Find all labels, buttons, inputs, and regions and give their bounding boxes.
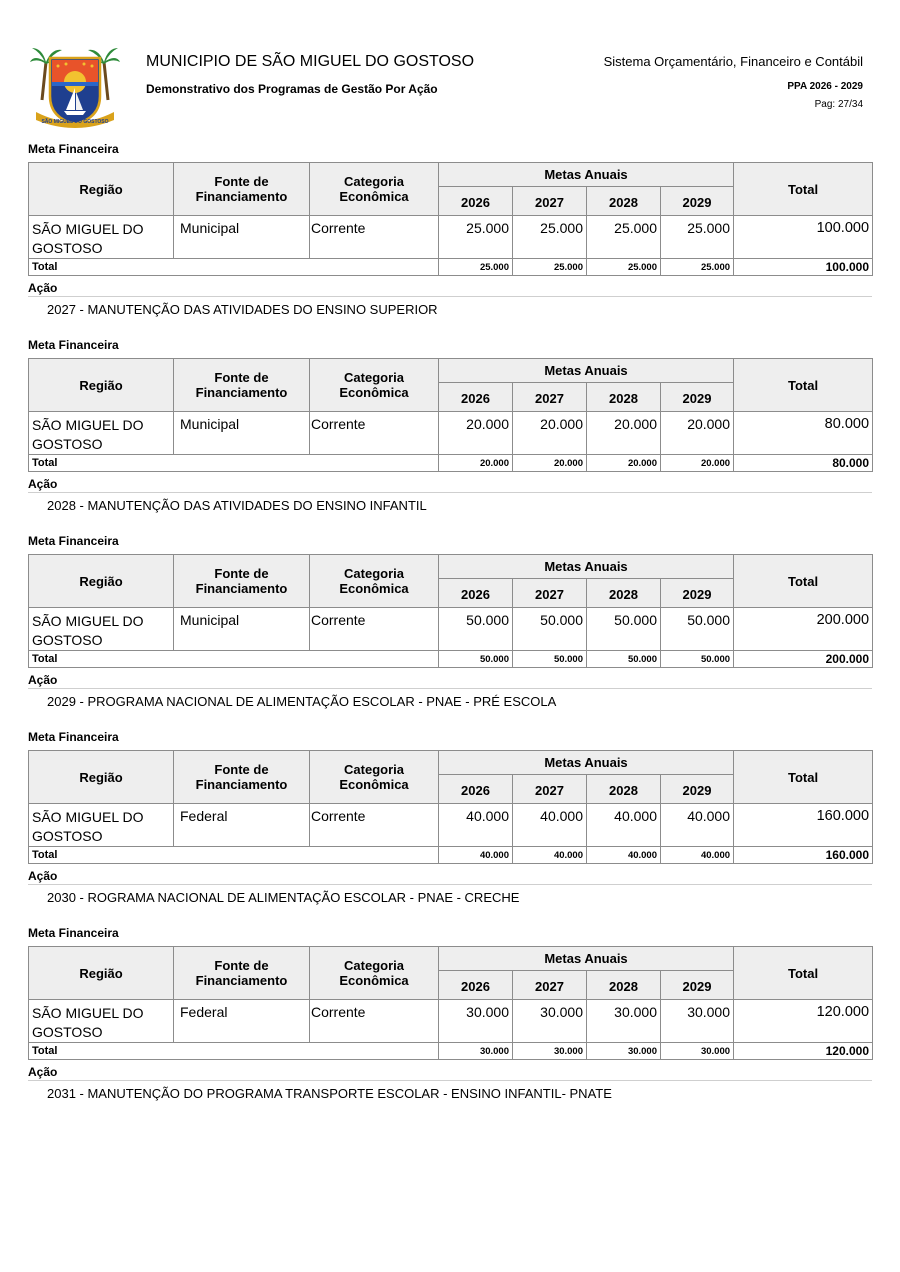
total-2026: 50.000: [439, 651, 513, 668]
cell-meta-2028: 20.000: [587, 412, 661, 455]
col-header-total: Total: [734, 751, 873, 804]
cell-meta-2028: 40.000: [587, 804, 661, 847]
cell-regiao-line2: GOSTOSO: [32, 436, 103, 452]
col-header-year: 2028: [587, 187, 661, 216]
total-2028: 50.000: [587, 651, 661, 668]
municipality-name: MUNICIPIO DE SÃO MIGUEL DO GOSTOSO: [146, 53, 475, 70]
report-header: [0, 0, 900, 140]
col-header-categoria-line2: Econômica: [339, 581, 409, 596]
grand-total: 200.000: [734, 651, 873, 668]
total-row: [29, 651, 873, 668]
total-row-label: Total: [29, 1043, 439, 1060]
col-header-total: Total: [734, 163, 873, 216]
total-2026: 25.000: [439, 259, 513, 276]
acao-label: Ação: [28, 672, 872, 689]
table-row: [29, 1000, 873, 1043]
meta-section: [28, 926, 872, 1122]
meta-section: [28, 142, 872, 338]
col-header-categoria: [310, 947, 439, 1000]
col-header-regiao: Região: [29, 555, 174, 608]
table-row: [29, 608, 873, 651]
meta-financeira-title: Meta Financeira: [28, 534, 119, 548]
total-2028: 25.000: [587, 259, 661, 276]
col-header-year: 2026: [439, 579, 513, 608]
col-header-fonte: [174, 163, 310, 216]
total-row-label: Total: [29, 455, 439, 472]
col-header-fonte-line1: Fonte de: [214, 370, 269, 385]
table-row: [29, 804, 873, 847]
total-2026: 30.000: [439, 1043, 513, 1060]
meta-section: [28, 338, 872, 534]
col-header-metas-anuais: Metas Anuais: [439, 555, 734, 579]
col-header-fonte: [174, 555, 310, 608]
meta-financeira-title: Meta Financeira: [28, 926, 119, 940]
cell-regiao: [29, 412, 174, 455]
col-header-total: Total: [734, 947, 873, 1000]
total-2029: 50.000: [661, 651, 734, 668]
col-header-categoria-line1: Categoria: [344, 370, 404, 385]
cell-categoria: Corrente: [310, 804, 439, 847]
col-header-metas-anuais: Metas Anuais: [439, 359, 734, 383]
cell-regiao-line1: SÃO MIGUEL DO: [32, 809, 144, 825]
grand-total: 80.000: [734, 455, 873, 472]
cell-row-total: 120.000: [734, 1000, 873, 1043]
col-header-year: 2026: [439, 187, 513, 216]
cell-meta-2029: 50.000: [661, 608, 734, 651]
total-row-label: Total: [29, 847, 439, 864]
col-header-fonte-line1: Fonte de: [214, 762, 269, 777]
col-header-total: Total: [734, 359, 873, 412]
cell-meta-2027: 30.000: [513, 1000, 587, 1043]
cell-meta-2028: 50.000: [587, 608, 661, 651]
col-header-categoria-line2: Econômica: [339, 777, 409, 792]
cell-regiao-line1: SÃO MIGUEL DO: [32, 1005, 144, 1021]
system-name: Sistema Orçamentário, Financeiro e Contábil: [603, 54, 863, 69]
meta-financeira-title: Meta Financeira: [28, 338, 119, 352]
total-2029: 40.000: [661, 847, 734, 864]
total-2027: 50.000: [513, 651, 587, 668]
col-header-year: 2027: [513, 775, 587, 804]
grand-total: 120.000: [734, 1043, 873, 1060]
cell-fonte: Federal: [174, 1000, 310, 1043]
col-header-fonte-line1: Fonte de: [214, 566, 269, 581]
total-row: [29, 847, 873, 864]
cell-regiao: [29, 804, 174, 847]
meta-financeira-title: Meta Financeira: [28, 142, 119, 156]
col-header-year: 2027: [513, 383, 587, 412]
cell-regiao-line2: GOSTOSO: [32, 828, 103, 844]
total-row: [29, 1043, 873, 1060]
col-header-categoria: [310, 751, 439, 804]
total-2027: 20.000: [513, 455, 587, 472]
col-header-metas-anuais: Metas Anuais: [439, 163, 734, 187]
cell-fonte: Federal: [174, 804, 310, 847]
meta-financeira-table: [28, 750, 873, 864]
cell-regiao-line1: SÃO MIGUEL DO: [32, 613, 144, 629]
cell-meta-2026: 50.000: [439, 608, 513, 651]
col-header-year: 2027: [513, 187, 587, 216]
col-header-regiao: Região: [29, 163, 174, 216]
cell-meta-2026: 30.000: [439, 1000, 513, 1043]
cell-row-total: 80.000: [734, 412, 873, 455]
meta-financeira-table: [28, 946, 873, 1060]
col-header-regiao: Região: [29, 947, 174, 1000]
col-header-categoria-line2: Econômica: [339, 973, 409, 988]
report-body: [28, 142, 872, 1122]
col-header-year: 2029: [661, 579, 734, 608]
table-row: [29, 216, 873, 259]
cell-meta-2028: 25.000: [587, 216, 661, 259]
cell-row-total: 160.000: [734, 804, 873, 847]
col-header-year: 2029: [661, 971, 734, 1000]
acao-label: Ação: [28, 476, 872, 493]
meta-section: [28, 730, 872, 926]
col-header-fonte-line2: Financiamento: [195, 189, 288, 204]
total-2027: 40.000: [513, 847, 587, 864]
meta-financeira-title: Meta Financeira: [28, 730, 119, 744]
col-header-fonte: [174, 359, 310, 412]
total-2026: 40.000: [439, 847, 513, 864]
acao-description: 2029 - PROGRAMA NACIONAL DE ALIMENTAÇÃO ESCOLAR - PNAE - PRÉ ESCOLA: [47, 694, 557, 709]
cell-meta-2027: 40.000: [513, 804, 587, 847]
logo-ribbon-text: SÃO MIGUEL DO GOSTOSO: [41, 119, 109, 125]
cell-regiao-line2: GOSTOSO: [32, 1024, 103, 1040]
table-row: [29, 412, 873, 455]
cell-meta-2029: 40.000: [661, 804, 734, 847]
municipal-coat-of-arms-logo: [28, 40, 122, 130]
meta-financeira-table: [28, 162, 873, 276]
report-title: Demonstrativo dos Programas de Gestão Por Ação: [146, 82, 438, 96]
cell-regiao: [29, 216, 174, 259]
col-header-year: 2028: [587, 383, 661, 412]
col-header-categoria-line1: Categoria: [344, 958, 404, 973]
cell-regiao-line2: GOSTOSO: [32, 632, 103, 648]
acao-label: Ação: [28, 280, 872, 297]
cell-meta-2026: 20.000: [439, 412, 513, 455]
cell-meta-2026: 40.000: [439, 804, 513, 847]
col-header-fonte-line1: Fonte de: [214, 958, 269, 973]
col-header-year: 2026: [439, 775, 513, 804]
cell-meta-2029: 20.000: [661, 412, 734, 455]
col-header-fonte-line2: Financiamento: [195, 385, 288, 400]
cell-fonte: Municipal: [174, 216, 310, 259]
total-2028: 40.000: [587, 847, 661, 864]
col-header-year: 2029: [661, 187, 734, 216]
cell-meta-2029: 25.000: [661, 216, 734, 259]
cell-regiao-line1: SÃO MIGUEL DO: [32, 221, 144, 237]
acao-description: 2028 - MANUTENÇÃO DAS ATIVIDADES DO ENSINO INFANTIL: [47, 498, 427, 513]
col-header-categoria-line2: Econômica: [339, 385, 409, 400]
meta-section: [28, 534, 872, 730]
acao-label: Ação: [28, 868, 872, 885]
ppa-period: PPA 2026 - 2029: [787, 81, 863, 92]
cell-meta-2028: 30.000: [587, 1000, 661, 1043]
col-header-year: 2028: [587, 775, 661, 804]
col-header-year: 2026: [439, 971, 513, 1000]
col-header-year: 2027: [513, 971, 587, 1000]
col-header-fonte-line2: Financiamento: [195, 581, 288, 596]
col-header-total: Total: [734, 555, 873, 608]
col-header-fonte: [174, 751, 310, 804]
col-header-regiao: Região: [29, 359, 174, 412]
col-header-year: 2029: [661, 775, 734, 804]
total-2029: 20.000: [661, 455, 734, 472]
col-header-categoria: [310, 359, 439, 412]
total-row-label: Total: [29, 651, 439, 668]
total-2028: 30.000: [587, 1043, 661, 1060]
cell-categoria: Corrente: [310, 1000, 439, 1043]
col-header-categoria: [310, 555, 439, 608]
total-2027: 25.000: [513, 259, 587, 276]
col-header-fonte-line2: Financiamento: [195, 777, 288, 792]
cell-regiao-line2: GOSTOSO: [32, 240, 103, 256]
col-header-categoria-line1: Categoria: [344, 174, 404, 189]
acao-label: Ação: [28, 1064, 872, 1081]
total-row: [29, 259, 873, 276]
col-header-categoria-line1: Categoria: [344, 566, 404, 581]
col-header-metas-anuais: Metas Anuais: [439, 751, 734, 775]
cell-row-total: 100.000: [734, 216, 873, 259]
col-header-fonte: [174, 947, 310, 1000]
cell-meta-2027: 25.000: [513, 216, 587, 259]
cell-categoria: Corrente: [310, 608, 439, 651]
acao-description: 2027 - MANUTENÇÃO DAS ATIVIDADES DO ENSINO SUPERIOR: [47, 302, 438, 317]
col-header-categoria-line2: Econômica: [339, 189, 409, 204]
cell-meta-2026: 25.000: [439, 216, 513, 259]
meta-financeira-table: [28, 554, 873, 668]
col-header-year: 2028: [587, 579, 661, 608]
total-2028: 20.000: [587, 455, 661, 472]
acao-description: 2031 - MANUTENÇÃO DO PROGRAMA TRANSPORTE ESCOLAR - ENSINO INFANTIL- PNATE: [47, 1086, 612, 1101]
page-number: Pag: 27/34: [814, 99, 863, 110]
cell-row-total: 200.000: [734, 608, 873, 651]
col-header-year: 2029: [661, 383, 734, 412]
cell-regiao: [29, 1000, 174, 1043]
col-header-year: 2026: [439, 383, 513, 412]
col-header-fonte-line2: Financiamento: [195, 973, 288, 988]
cell-fonte: Municipal: [174, 412, 310, 455]
total-2026: 20.000: [439, 455, 513, 472]
cell-categoria: Corrente: [310, 216, 439, 259]
grand-total: 100.000: [734, 259, 873, 276]
total-2029: 30.000: [661, 1043, 734, 1060]
cell-meta-2027: 20.000: [513, 412, 587, 455]
acao-description: 2030 - ROGRAMA NACIONAL DE ALIMENTAÇÃO ESCOLAR - PNAE - CRECHE: [47, 890, 520, 905]
total-row-label: Total: [29, 259, 439, 276]
cell-meta-2027: 50.000: [513, 608, 587, 651]
cell-categoria: Corrente: [310, 412, 439, 455]
cell-regiao: [29, 608, 174, 651]
col-header-fonte-line1: Fonte de: [214, 174, 269, 189]
col-header-year: 2027: [513, 579, 587, 608]
col-header-categoria: [310, 163, 439, 216]
total-row: [29, 455, 873, 472]
col-header-year: 2028: [587, 971, 661, 1000]
cell-meta-2029: 30.000: [661, 1000, 734, 1043]
cell-fonte: Municipal: [174, 608, 310, 651]
total-2027: 30.000: [513, 1043, 587, 1060]
col-header-categoria-line1: Categoria: [344, 762, 404, 777]
cell-regiao-line1: SÃO MIGUEL DO: [32, 417, 144, 433]
col-header-metas-anuais: Metas Anuais: [439, 947, 734, 971]
col-header-regiao: Região: [29, 751, 174, 804]
total-2029: 25.000: [661, 259, 734, 276]
grand-total: 160.000: [734, 847, 873, 864]
meta-financeira-table: [28, 358, 873, 472]
